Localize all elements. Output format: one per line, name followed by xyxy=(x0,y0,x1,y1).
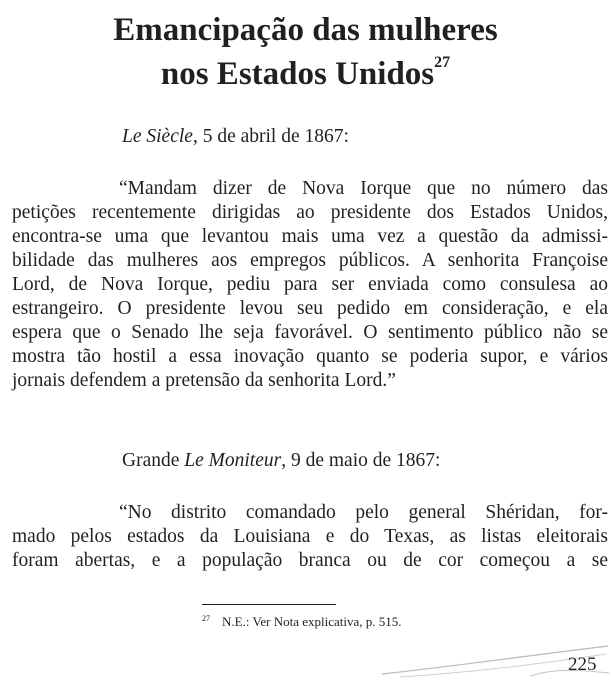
quote-1-line: estrangeiro. O presidente levou seu pedido em consideração, e ela xyxy=(12,298,608,319)
chapter-title-line-1: Emancipação das mulheres xyxy=(113,12,498,48)
source-2-date: , 9 de maio de 1867: xyxy=(281,450,441,471)
footnote-text: N.E.: Ver Nota explicativa, p. 515. xyxy=(222,614,402,629)
quote-2-line: foram abertas, e a população branca ou de cor começou a se xyxy=(12,550,608,571)
quote-1-line: bilidade das mulheres aos empregos públicos. A senhorita Françoise xyxy=(12,250,608,271)
quote-2-line: “No distrito comandado pelo general Shéridan, for- xyxy=(119,502,608,523)
quote-1-line: mostra tão hostil a essa inovação quanto se poderia supor, e vários xyxy=(12,346,608,367)
source-citation-1 xyxy=(122,125,349,149)
footnote xyxy=(202,610,402,631)
title-footnote-marker: 27 xyxy=(434,54,451,71)
footnote-number: 27 xyxy=(202,614,210,623)
page-number: 225 xyxy=(568,654,597,675)
quote-1-line: espera que o Senado lhe seja favorável. O sentimento público não se xyxy=(12,322,608,343)
source-2-prefix: Grande xyxy=(122,450,185,471)
quote-1-line: Lord, de Nova Iorque, pediu para ser enviada como consulesa ao xyxy=(12,274,608,295)
quote-2 xyxy=(12,501,608,573)
quote-1-line: “Mandam dizer de Nova Iorque que no número das xyxy=(119,178,608,199)
quote-1-line: petições recentemente dirigidas ao presidente dos Estados Unidos, xyxy=(12,202,608,223)
source-1-journal: Le Siècle xyxy=(122,126,193,147)
chapter-title-line-2 xyxy=(0,52,611,96)
quote-1-line: encontra-se uma que levantou mais uma vez a questão da admissi- xyxy=(12,226,608,247)
quote-1 xyxy=(12,177,608,393)
footnote-divider xyxy=(202,604,336,605)
source-citation-2 xyxy=(122,449,440,473)
quote-2-line: mado pelos estados da Louisiana e do Texas, as listas eleitorais xyxy=(12,526,608,547)
chapter-title xyxy=(0,8,611,96)
quote-1-line: jornais defendem a pretensão da senhorita Lord.” xyxy=(12,370,396,391)
chapter-title-line-2-text: nos Estados Unidos xyxy=(160,56,435,92)
source-2-journal: Le Moniteur xyxy=(184,450,282,471)
source-1-date: , 5 de abril de 1867: xyxy=(192,126,349,147)
